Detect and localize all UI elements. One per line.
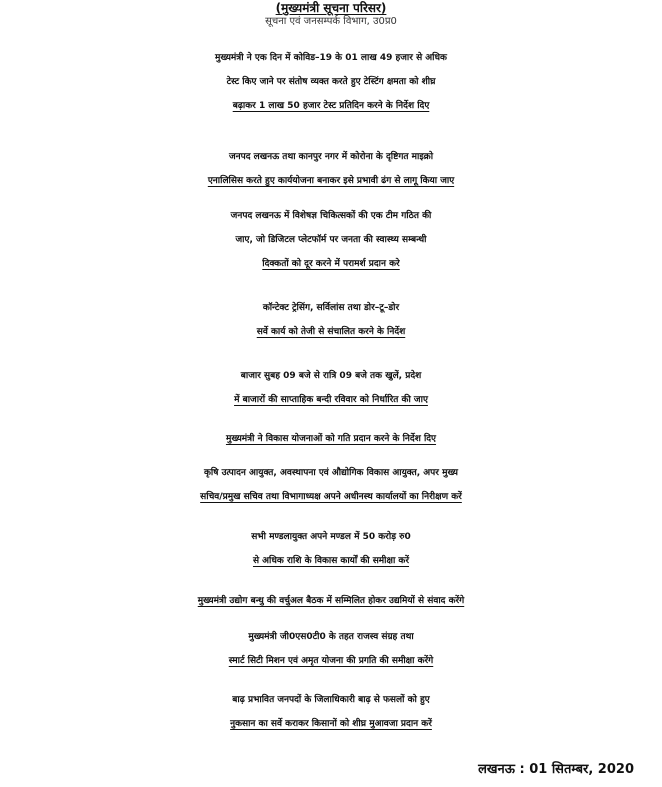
- headline-line: जनपद लखनऊ में विशेषज्ञ चिकित्सकों की एक टीम गठित की: [230, 211, 432, 221]
- headline-testing-capacity: [0, 46, 662, 118]
- headline-micro-analysis: [0, 145, 662, 193]
- headline-line: सचिव/प्रमुख सचिव तथा विभागाध्यक्ष अपने अधीनस्थ कार्यालयों का निरीक्षण करें: [200, 492, 462, 502]
- headline-line: सभी मण्डलायुक्त अपने मण्डल में 50 करोड़ रु0: [251, 532, 411, 542]
- headline-line: सर्वे कार्य को तेजी से संचालित करने के निर्देश: [256, 327, 406, 337]
- headline-line: में बाजारों की साप्ताहिक बन्दी रविवार को निर्धारित की जाए: [234, 395, 428, 405]
- headline-line: मुख्यमंत्री ने विकास योजनाओं को गति प्रदान करने के निर्देश दिए: [225, 434, 437, 444]
- headline-line: स्मार्ट सिटी मिशन एवं अमृत योजना की प्रगति की समीक्षा करेंगे: [228, 656, 434, 666]
- headline-office-inspection: [0, 461, 662, 509]
- headline-line: दिक्कतों को दूर करने में परामर्श प्रदान करे: [262, 259, 400, 269]
- headline-line: नुकसान का सर्वे कराकर किसानों को शीघ्र मुआवजा प्रदान करें: [230, 719, 432, 729]
- header-subtitle: सूचना एवं जनसम्पर्क विभाग, उ0प्र0: [265, 16, 397, 27]
- headline-flood-compensation: [0, 688, 662, 736]
- headline-development-schemes: [0, 427, 662, 451]
- headline-gst-smart-city: [0, 625, 662, 673]
- headline-divisional-review: [0, 525, 662, 573]
- headline-line: से अधिक राशि के विकास कार्यों की समीक्षा करें: [252, 556, 410, 566]
- headline-expert-team: [0, 204, 662, 276]
- header-title: (मुख्यमंत्री सूचना परिसर): [275, 1, 387, 15]
- headline-line: बढ़ाकर 1 लाख 50 हजार टेस्ट प्रतिदिन करने के निर्देश दिए: [232, 101, 430, 111]
- headline-line: टेस्ट किए जाने पर संतोष व्यक्त करते हुए टेस्टिंग क्षमता को शीघ्र: [226, 77, 436, 87]
- headline-market-timings: [0, 364, 662, 412]
- headline-line: बाढ़ प्रभावित जनपदों के जिलाधिकारी बाढ़ से फसलों को हुए: [232, 695, 430, 705]
- headline-line: कॉन्टेक्ट ट्रेसिंग, सर्विलांस तथा डोर–टू–डोर: [262, 303, 400, 313]
- dateline: लखनऊ : 01 सितम्बर, 2020: [478, 762, 634, 777]
- headline-contact-tracing: [0, 296, 662, 344]
- headline-line: मुख्यमंत्री जी0एस0टी0 के तहत राजस्व संग्रह तथा: [248, 632, 414, 642]
- headline-line: एनालिसिस करते हुए कार्ययोजना बनाकर इसे प्रभावी ढंग से लागू किया जाए: [207, 176, 455, 186]
- headline-line: बाजार सुबह 09 बजे से रात्रि 09 बजे तक खुलें, प्रदेश: [240, 371, 422, 381]
- headline-line: मुख्यमंत्री उद्योग बन्धु की वर्चुअल बैठक में सम्मिलित होकर उद्यमियों से संवाद करेंगे: [197, 596, 465, 606]
- headline-udyog-bandhu: [0, 589, 662, 613]
- headline-line: कृषि उत्पादन आयुक्त, अवस्थापना एवं औद्योगिक विकास आयुक्त, अपर मुख्य: [204, 468, 458, 478]
- headline-line: मुख्यमंत्री ने एक दिन में कोविड–19 के 01 लाख 49 हजार से अधिक: [215, 53, 447, 63]
- headline-line: जनपद लखनऊ तथा कानपुर नगर में कोरोना के दृष्टिगत माइक्रो: [228, 152, 434, 162]
- headline-line: जाए, जो डिजिटल प्लेटफॉर्म पर जनता की स्वास्थ्य सम्बन्धी: [235, 235, 427, 245]
